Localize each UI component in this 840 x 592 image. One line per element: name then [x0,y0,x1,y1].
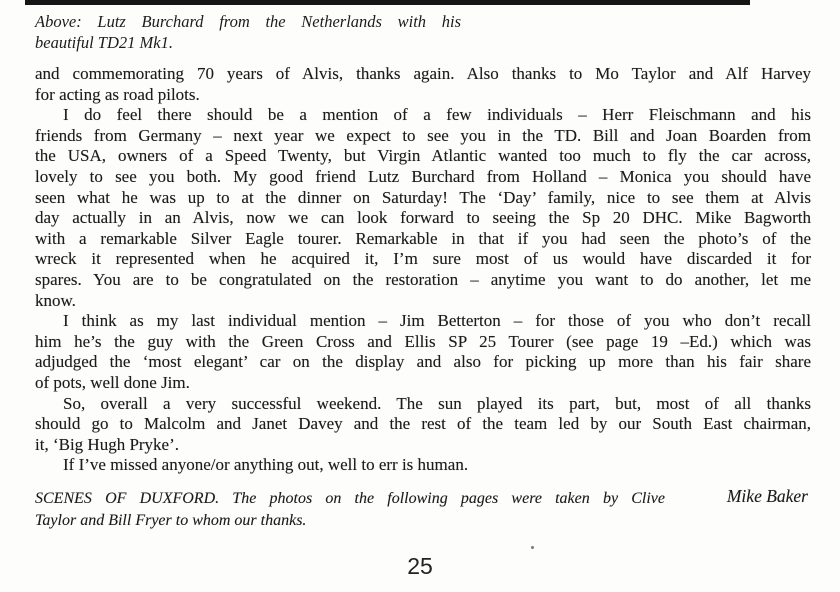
text-line: Above: Lutz Burchard from the Netherlands with his [35,12,461,31]
paragraph [35,455,811,476]
paragraph [35,311,811,393]
text-line: If I’ve missed anyone/or anything out, well to err is human. [63,455,469,475]
photo-caption [35,11,461,53]
text-line: with a remarkable Silver Eagle tourer. Remarkable in that if you had seen the photo’s of the [35,228,811,248]
text-line: for acting as road pilots. [35,84,200,104]
text-line: and commemorating 70 years of Alvis, thanks again. Also thanks to Mo Taylor and Alf Harvey [35,64,811,83]
text-line: spares. You are to be congratulated on the restoration – anytime you want to do another, let me [35,269,811,289]
author-signature: Mike Baker [726,486,808,506]
text-line: seen what he was up to at the dinner on Saturday! The ‘Day’ family, nice to see them at Alvis [35,187,811,207]
paragraph [35,64,811,105]
text-line: So, overall a very successful weekend. The sun played its part, but, most of all thanks [63,393,811,413]
text-line: wreck it represented when he acquired it, I’m sure most of us would have discarded it for [35,249,811,269]
text-line: of pots, well done Jim. [35,372,190,392]
photo-bottom-edge [25,0,750,5]
text-line: day actually in an Alvis, now we can look forward to seeing the Sp 20 DHC. Mike Bagworth [35,208,811,228]
text-line: the USA, owners of a Speed Twenty, but Virgin Atlantic wanted too much to fly the car across, [35,146,811,166]
text-line: SCENES OF DUXFORD. The photos on the following pages were taken by Clive [35,490,665,507]
text-line: I think as my last individual mention – Jim Betterton – for those of you who don’t recall [63,311,811,331]
text-line: adjudged the ‘most elegant’ car on the display and also for picking up more than his fair share [35,352,811,372]
text-line: Taylor and Bill Fryer to whom our thanks. [35,511,307,529]
text-line: friends from Germany – next year we expect to see you in the TD. Bill and Joan Boarden from [35,125,811,145]
text-line: lovely to see you both. My good friend Lutz Burchard from Holland – Monica you should have [35,166,811,186]
paragraph [35,394,811,456]
text-line: him he’s the guy with the Green Cross and Ellis SP 25 Tourer (see page 19 –Ed.) which was [35,331,811,351]
text-line: it, ‘Big Hugh Pryke’. [35,434,180,454]
text-line: I do feel there should be a mention of a few individuals – Herr Fleischmann and his [63,105,811,125]
page-number: 25 [407,553,433,579]
article-body [35,64,811,476]
editorial-note [35,488,665,531]
text-line: beautiful TD21 Mk1. [35,33,173,52]
paragraph [35,105,811,311]
scan-speck [531,546,534,549]
text-line: know. [35,290,76,310]
text-line: should go to Malcolm and Janet Davey and the rest of the team led by our South East chairman, [35,414,811,434]
